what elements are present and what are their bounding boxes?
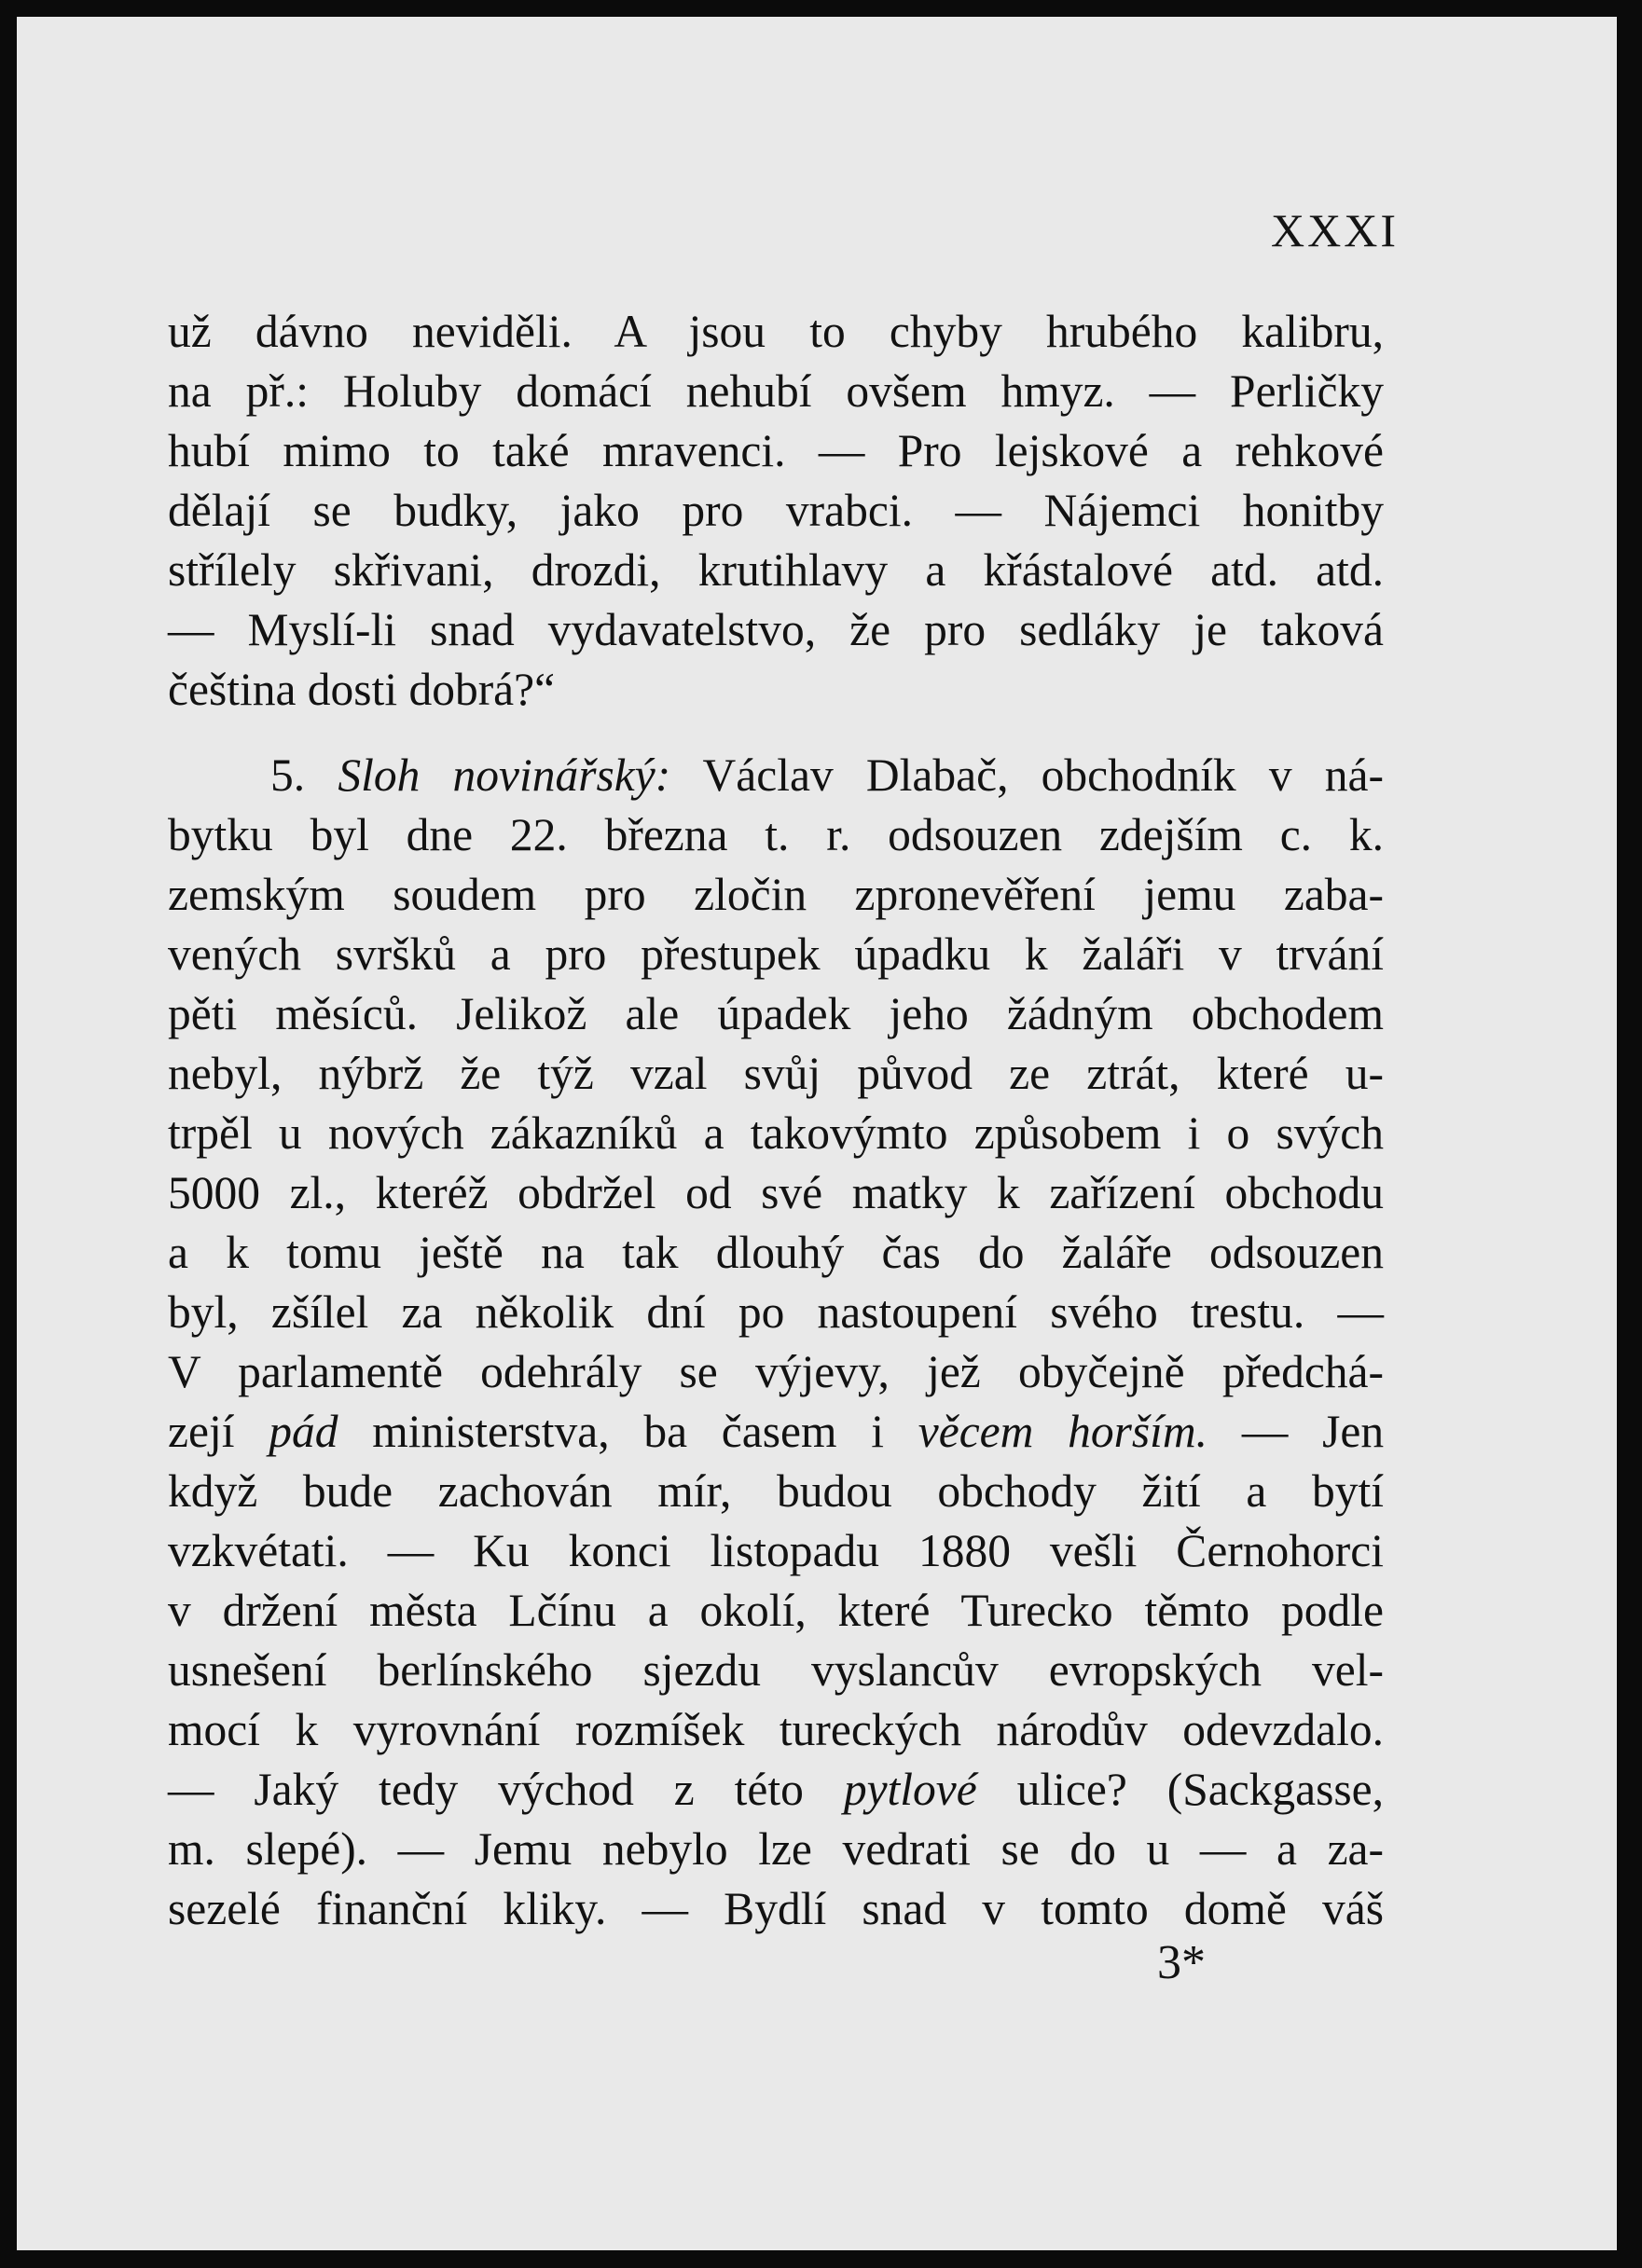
- signature-mark: 3*: [1157, 1936, 1206, 1989]
- text-line: [168, 746, 1384, 805]
- section-number: 5.: [270, 749, 306, 801]
- italic-term: pád: [269, 1406, 338, 1457]
- book-page: [17, 17, 1617, 2250]
- text-line: dělají se budky, jako pro vrabci. — Nájemci honitby: [168, 485, 1384, 536]
- text-line: a k tomu ještě na tak dlouhý čas do žaláře odsouzen: [168, 1227, 1384, 1278]
- text-line: nebyl, nýbrž že týž vzal svůj původ ze ztrát, které u-: [168, 1048, 1384, 1099]
- line-text: — Jaký tedy východ z této: [168, 1764, 804, 1815]
- section-title: Sloh novinářský:: [338, 749, 671, 801]
- text-line: usnešení berlínského sjezdu vyslancův evropských vel-: [168, 1644, 1384, 1696]
- text-line: hubí mimo to také mravenci. — Pro lejskové a rehkové: [168, 425, 1384, 476]
- text-line: na př.: Holuby domácí nehubí ovšem hmyz. — Perličky: [168, 365, 1384, 417]
- text-line: trpěl u nových zákazníků a takovýmto způsobem i o svých: [168, 1107, 1384, 1159]
- text-line: vzkvétati. — Ku konci listopadu 1880 vešli Černohorci: [168, 1525, 1384, 1576]
- text-line: zemským soudem pro zločin zpronevěření jemu zaba-: [168, 869, 1384, 920]
- line-text: Václav Dlabač, obchodník v ná-: [702, 749, 1384, 801]
- line-text: ulice? (Sackgasse,: [1016, 1764, 1385, 1815]
- paragraph-gap: [168, 720, 1384, 746]
- text-line: pěti měsíců. Jelikož ale úpadek jeho žádným obchodem: [168, 988, 1384, 1039]
- text-line: už dávno neviděli. A jsou to chyby hrubého kalibru,: [168, 306, 1384, 357]
- text-line: mocí k vyrovnání rozmíšek tureckých národův odevzdalo.: [168, 1704, 1384, 1755]
- page-number: XXXI: [1271, 204, 1399, 256]
- text-line: 5000 zl., kteréž obdržel od své matky k zařízení obchodu: [168, 1167, 1384, 1218]
- text-line: m. slepé). — Jemu nebylo lze vedrati se do u — a za-: [168, 1823, 1384, 1875]
- text-line: střílely skřivani, drozdi, krutihlavy a křástalové atd. atd.: [168, 544, 1384, 596]
- line-text: — Jen: [1241, 1406, 1385, 1457]
- italic-term: pytlové: [843, 1764, 977, 1815]
- line-text: ministerstva, ba časem i: [372, 1406, 884, 1457]
- text-line: vených svršků a pro přestupek úpadku k žaláři v trvání: [168, 928, 1384, 980]
- italic-term: věcem horším.: [918, 1406, 1208, 1457]
- text-line: sezelé finanční kliky. — Bydlí snad v tomto domě váš: [168, 1883, 1384, 1934]
- text-line: byl, zšílel za několik dní po nastoupení svého trestu. —: [168, 1286, 1384, 1338]
- text-line: když bude zachován mír, budou obchody žití a bytí: [168, 1465, 1384, 1517]
- text-line: [168, 1760, 1384, 1820]
- line-text: zejí: [168, 1406, 235, 1457]
- text-line: čeština dosti dobrá?“: [168, 664, 556, 715]
- text-line: v držení města Lčínu a okolí, které Turecko těmto podle: [168, 1585, 1384, 1636]
- text-line: — Myslí-li snad vydavatelstvo, že pro sedláky je taková: [168, 604, 1384, 655]
- text-line: V parlamentě odehrály se výjevy, jež obyčejně předchá-: [168, 1346, 1384, 1397]
- text-line: bytku byl dne 22. března t. r. odsouzen zdejším c. k.: [168, 809, 1384, 860]
- body-text: [168, 302, 1384, 1939]
- text-line: [168, 1402, 1384, 1462]
